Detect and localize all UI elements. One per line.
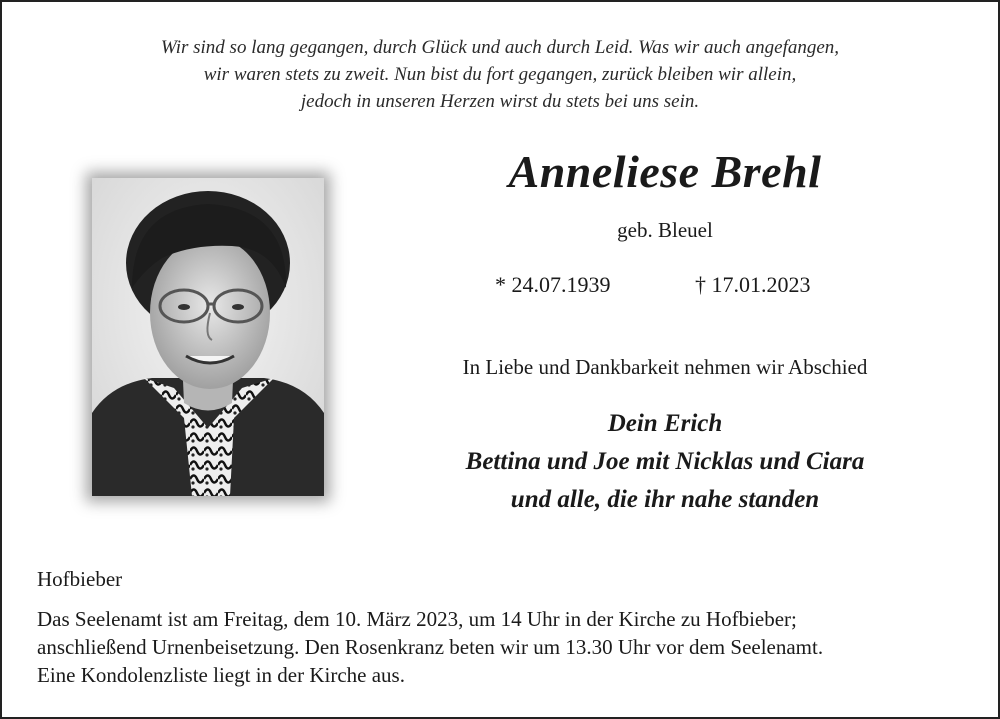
portrait-photo: [92, 178, 324, 496]
memorial-poem: [0, 34, 1000, 115]
place-name: Hofbieber: [37, 567, 123, 591]
mourners-list: [330, 405, 1000, 519]
birth-date: * 24.07.1939: [495, 272, 611, 297]
mourner-line: und alle, die ihr nahe standen: [510, 486, 820, 513]
service-notice: [37, 605, 987, 689]
mourner-line: Dein Erich: [607, 410, 723, 437]
notice-line: anschließend Urnenbeisetzung. Den Rosenkranz beten wir um 13.30 Uhr vor dem Seelenamt.: [37, 635, 824, 659]
deceased-name: Anneliese Brehl: [508, 146, 822, 197]
death-date: † 17.01.2023: [695, 272, 811, 297]
farewell-line: In Liebe und Dankbarkeit nehmen wir Abschied: [462, 355, 868, 379]
maiden-name: geb. Bleuel: [617, 218, 713, 242]
poem-line: wir waren stets zu zweit. Nun bist du fort gegangen, zurück bleiben wir allein,: [203, 64, 797, 85]
portrait-photo-icon: [92, 178, 324, 496]
mourner-line: Bettina und Joe mit Nicklas und Ciara: [465, 448, 865, 475]
poem-line: Wir sind so lang gegangen, durch Glück und auch durch Leid. Was wir auch angefangen,: [160, 37, 840, 58]
notice-line: Eine Kondolenzliste liegt in der Kirche aus.: [37, 663, 405, 687]
poem-line: jedoch in unseren Herzen wirst du stets bei uns sein.: [300, 91, 700, 112]
notice-line: Das Seelenamt ist am Freitag, dem 10. März 2023, um 14 Uhr in der Kirche zu Hofbieber;: [37, 607, 797, 631]
